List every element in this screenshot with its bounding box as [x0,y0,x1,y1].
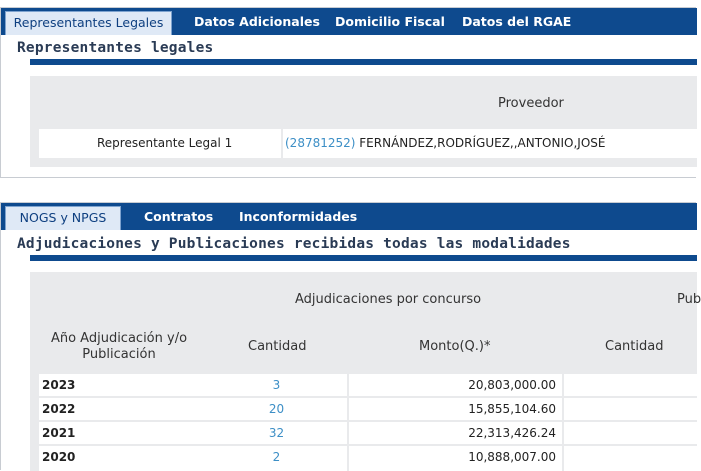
cantidad-link[interactable]: 20 [206,398,347,420]
group-header-publicaciones: Pub [677,292,701,307]
monto-cell: 10,888,007.00 [349,446,562,471]
monto-cell: 15,855,104.60 [349,398,562,420]
tab-domicilio-fiscal[interactable]: Domicilio Fiscal [335,14,445,29]
tab-contratos[interactable]: Contratos [144,209,214,224]
proveedor-header: Proveedor [498,96,564,111]
year-cell: 2023 [39,374,207,396]
adjudicaciones-table [30,272,701,471]
adjudicaciones-title: Adjudicaciones y Publicaciones recibidas todas las modalidades [17,236,571,252]
tab-datos-rgae[interactable]: Datos del RGAE [462,14,572,29]
top-tab-bar [1,8,697,35]
col-header-monto: Monto(Q.)* [419,339,491,354]
tab-datos-adicionales[interactable]: Datos Adicionales [194,14,320,29]
section-divider-2 [30,255,697,261]
adjudicaciones-panel [0,202,701,470]
representante-label-cell [39,129,281,158]
col-header-year: Año Adjudicación y/o Publicación [50,331,188,362]
cantidad-2-cell [564,374,697,396]
representante-code-link[interactable]: (28781252) [285,136,356,150]
representantes-title: Representantes legales [17,40,214,56]
year-cell: 2021 [39,422,207,444]
cantidad-2-cell [564,446,697,471]
cantidad-2-cell [564,422,697,444]
bottom-tab-bar [1,203,697,230]
section-divider [30,59,697,65]
tab-nogs-npgs[interactable]: NOGS y NPGS [5,206,121,230]
group-header-adjudicaciones: Adjudicaciones por concurso [295,292,482,307]
representantes-panel [0,7,696,178]
representante-value-cell [283,129,697,158]
representantes-table [30,76,697,167]
representante-label: Representante Legal 1 [97,136,233,150]
monto-cell: 22,313,426.24 [349,422,562,444]
cantidad-2-cell [564,398,697,420]
monto-cell: 20,803,000.00 [349,374,562,396]
cantidad-link[interactable]: 2 [206,446,347,471]
cantidad-link[interactable]: 32 [206,422,347,444]
tab-inconformidades[interactable]: Inconformidades [239,209,358,224]
year-cell: 2020 [39,446,207,471]
year-cell: 2022 [39,398,207,420]
cantidad-link[interactable]: 3 [206,374,347,396]
representante-name: FERNÁNDEZ,RODRÍGUEZ,,ANTONIO,JOSÉ [359,136,606,150]
tab-representantes-legales[interactable]: Representantes Legales [5,11,172,35]
col-header-cantidad-2: Cantidad [605,339,664,354]
col-header-cantidad: Cantidad [248,339,307,354]
